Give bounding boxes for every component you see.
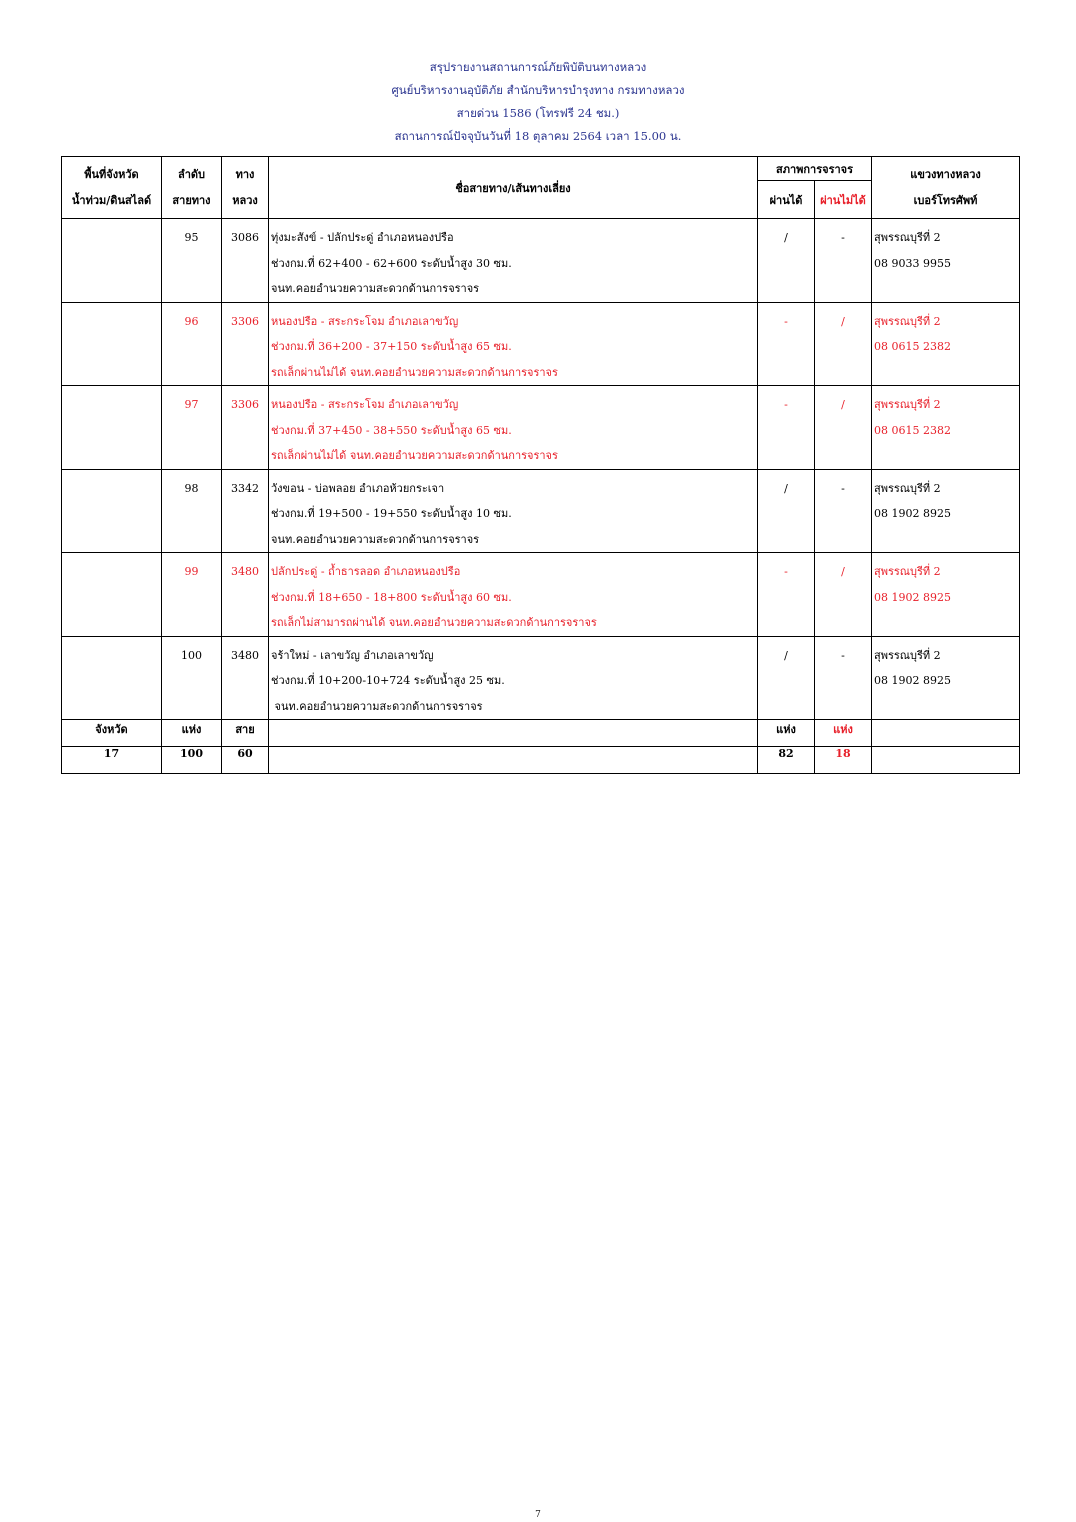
route-note: รถเล็กผ่านไม่ได้ จนท.คอยอำนวยความสะดวกด้านการจราจร	[271, 365, 558, 379]
area-cell	[62, 469, 162, 553]
sequence-cell: 95	[162, 219, 222, 303]
area-cell	[62, 302, 162, 386]
office-phone: 08 1902 8925	[874, 507, 951, 520]
passable-cell: /	[758, 469, 815, 553]
route-segment: ช่วงกม.ที่ 36+200 - 37+150 ระดับน้ำสูง 65 ซม.	[271, 340, 512, 353]
office-phone: 08 1902 8925	[874, 674, 951, 687]
passable-cell: -	[758, 302, 815, 386]
footer-label-places: แห่ง	[162, 720, 222, 747]
passable-cell: -	[758, 553, 815, 637]
table-row	[62, 386, 1020, 470]
highway-cell: 3086	[222, 219, 269, 303]
route-cell	[269, 302, 758, 386]
footer-blank	[269, 720, 758, 747]
route-note: รถเล็กไม่สามารถผ่านได้ จนท.คอยอำนวยความสะดวกด้านการจราจร	[271, 616, 597, 629]
footer-label-routes: สาย	[222, 720, 269, 747]
highway-cell: 3342	[222, 469, 269, 553]
route-name: จร้าใหม่ - เลาขวัญ อำเภอเลาขวัญ	[271, 648, 434, 662]
route-note: จนท.คอยอำนวยความสะดวกด้านการจราจร	[271, 532, 480, 546]
route-cell	[269, 636, 758, 720]
office-cell	[872, 302, 1020, 386]
office-phone: 08 0615 2382	[874, 423, 951, 437]
table-row	[62, 636, 1020, 720]
footer-total-row	[62, 747, 1020, 774]
route-note: จนท.คอยอำนวยความสะดวกด้านการจราจร	[271, 699, 483, 713]
footer-label-pass: แห่ง	[758, 720, 815, 747]
footer-label-nopass: แห่ง	[815, 720, 872, 747]
impassable-cell: /	[815, 386, 872, 470]
office-name: สุพรรณบุรีที่ 2	[874, 648, 941, 662]
sequence-cell: 98	[162, 469, 222, 553]
route-name: วังขอน - บ่อพลอย อำเภอห้วยกระเจา	[271, 481, 445, 495]
total-routes: 60	[222, 747, 269, 774]
impassable-cell: /	[815, 553, 872, 637]
route-segment: ช่วงกม.ที่ 19+500 - 19+550 ระดับน้ำสูง 10 ซม.	[271, 507, 512, 520]
office-cell	[872, 553, 1020, 637]
route-segment: ช่วงกม.ที่ 37+450 - 38+550 ระดับน้ำสูง 65 ซม.	[271, 423, 512, 437]
impassable-cell: -	[815, 636, 872, 720]
route-cell	[269, 469, 758, 553]
header-area: พื้นที่จังหวัด น้ำท่วม/ดินสไลด์	[62, 157, 162, 219]
highway-cell: 3306	[222, 386, 269, 470]
table-row	[62, 302, 1020, 386]
area-cell	[62, 636, 162, 720]
area-cell	[62, 386, 162, 470]
table-row	[62, 219, 1020, 303]
route-cell	[269, 553, 758, 637]
title-line-1: สรุปรายงานสถานการณ์ภัยพิบัติบนทางหลวง	[429, 60, 647, 74]
route-name: หนองปรือ - สระกระโจม อำเภอเลาขวัญ	[271, 398, 459, 411]
total-pass: 82	[758, 747, 815, 774]
office-cell	[872, 219, 1020, 303]
impassable-cell: -	[815, 469, 872, 553]
office-phone: 08 1902 8925	[874, 590, 951, 604]
header-highway: ทาง หลวง	[222, 157, 269, 219]
office-name: สุพรรณบุรีที่ 2	[874, 481, 941, 495]
area-cell	[62, 553, 162, 637]
office-cell	[872, 469, 1020, 553]
route-name: ปลักประดู่ - ถ้ำธารลอด อำเภอหนองปรือ	[271, 565, 461, 578]
route-name: ทุ่งมะสังข์ - ปลักประดู่ อำเภอหนองปรือ	[271, 231, 454, 244]
office-name: สุพรรณบุรีที่ 2	[874, 231, 941, 244]
title-line-2: ศูนย์บริหารงานอุบัติภัย สำนักบริหารบำรุงทาง กรมทางหลวง	[391, 83, 685, 97]
highway-cell: 3480	[222, 636, 269, 720]
area-cell	[62, 219, 162, 303]
footer-blank	[269, 747, 758, 774]
office-name: สุพรรณบุรีที่ 2	[874, 314, 941, 328]
route-cell	[269, 219, 758, 303]
header-passable: ผ่านได้	[758, 181, 815, 219]
impassable-cell: /	[815, 302, 872, 386]
report-title-block	[0, 56, 1076, 148]
sequence-cell: 96	[162, 302, 222, 386]
route-note: จนท.คอยอำนวยความสะดวกด้านการจราจร	[271, 282, 480, 295]
passable-cell: /	[758, 636, 815, 720]
total-places: 100	[162, 747, 222, 774]
footer-blank	[872, 720, 1020, 747]
passable-cell: /	[758, 219, 815, 303]
impassable-cell: -	[815, 219, 872, 303]
office-name: สุพรรณบุรีที่ 2	[874, 565, 941, 578]
header-office: แขวงทางหลวง เบอร์โทรศัพท์	[872, 157, 1020, 219]
route-segment: ช่วงกม.ที่ 10+200-10+724 ระดับน้ำสูง 25 ซม.	[271, 674, 505, 687]
header-sequence: ลำดับ สายทาง	[162, 157, 222, 219]
title-line-4: สถานการณ์ปัจจุบันวันที่ 18 ตุลาคม 2564 เวลา 15.00 น.	[394, 129, 682, 143]
route-segment: ช่วงกม.ที่ 18+650 - 18+800 ระดับน้ำสูง 60 ซม.	[271, 590, 512, 604]
route-cell	[269, 386, 758, 470]
table-row	[62, 553, 1020, 637]
passable-cell: -	[758, 386, 815, 470]
route-note: รถเล็กผ่านไม่ได้ จนท.คอยอำนวยความสะดวกด้านการจราจร	[271, 449, 558, 462]
sequence-cell: 99	[162, 553, 222, 637]
office-cell	[872, 386, 1020, 470]
route-name: หนองปรือ - สระกระโจม อำเภอเลาขวัญ	[271, 314, 459, 328]
header-impassable: ผ่านไม่ได้	[815, 181, 872, 219]
footer-label-row	[62, 720, 1020, 747]
header-traffic-status: สภาพการจราจร	[758, 157, 872, 181]
sequence-cell: 100	[162, 636, 222, 720]
route-segment: ช่วงกม.ที่ 62+400 - 62+600 ระดับน้ำสูง 30 ซม.	[271, 256, 512, 270]
total-province: 17	[62, 747, 162, 774]
page-number: 7	[535, 1510, 541, 1520]
footer-blank	[872, 747, 1020, 774]
road-status-table	[61, 156, 1020, 774]
sequence-cell: 97	[162, 386, 222, 470]
office-cell	[872, 636, 1020, 720]
office-phone: 08 0615 2382	[874, 340, 951, 353]
total-nopass: 18	[815, 747, 872, 774]
table-row	[62, 469, 1020, 553]
title-line-3: สายด่วน 1586 (โทรฟรี 24 ชม.)	[456, 106, 620, 120]
highway-cell: 3306	[222, 302, 269, 386]
office-name: สุพรรณบุรีที่ 2	[874, 398, 941, 411]
highway-cell: 3480	[222, 553, 269, 637]
office-phone: 08 9033 9955	[874, 256, 951, 270]
footer-label-province: จังหวัด	[62, 720, 162, 747]
header-route: ชื่อสายทาง/เส้นทางเลี่ยง	[269, 157, 758, 219]
